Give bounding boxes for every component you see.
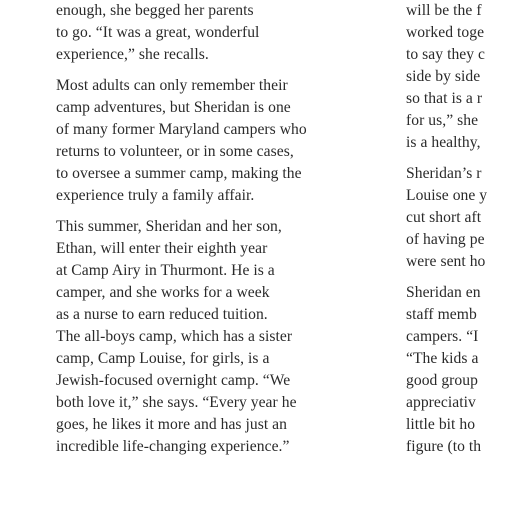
text-line: goes, he likes it more and has just an — [56, 416, 287, 433]
text-line: little bit ho — [406, 416, 476, 433]
text-line: will be the f — [406, 2, 482, 19]
text-line: Ethan, will enter their eighth year — [56, 240, 268, 257]
text-line: worked toge — [406, 24, 485, 41]
text-line: camp, Camp Louise, for girls, is a — [56, 350, 270, 367]
left-column — [56, 0, 388, 458]
text-line: were sent ho — [406, 253, 486, 270]
text-line: camp adventures, but Sheridan is one — [56, 99, 291, 116]
text-line: is a healthy, — [406, 134, 481, 151]
text-line: appreciativ — [406, 394, 476, 411]
text-line: of many former Maryland campers who — [56, 121, 307, 138]
text-line: at Camp Airy in Thurmont. He is a — [56, 262, 275, 279]
right-column — [406, 0, 512, 458]
paragraph-intro-end — [56, 0, 388, 66]
paragraph-right-1 — [406, 0, 512, 154]
text-line: experience,” she recalls. — [56, 46, 209, 63]
text-line: This summer, Sheridan and her son, — [56, 218, 282, 235]
text-line: enough, she begged her parents — [56, 2, 254, 19]
text-line: to say they c — [406, 46, 486, 63]
text-line: good group — [406, 372, 478, 389]
text-line: Sheridan en — [406, 284, 481, 301]
text-line: side by side — [406, 68, 481, 85]
text-line: camper, and she works for a week — [56, 284, 270, 301]
paragraph-right-2 — [406, 163, 512, 273]
text-line: staff memb — [406, 306, 477, 323]
text-line: as a nurse to earn reduced tuition. — [56, 306, 268, 323]
text-line: cut short aft — [406, 209, 482, 226]
text-line: campers. “I — [406, 328, 479, 345]
paragraph-former-campers — [56, 75, 388, 207]
text-line: “The kids a — [406, 350, 479, 367]
text-line: to go. “It was a great, wonderful — [56, 24, 260, 41]
text-line: incredible life-changing experience.” — [56, 438, 290, 455]
text-line: figure (to th — [406, 438, 482, 455]
text-line: both love it,” she says. “Every year he — [56, 394, 297, 411]
text-line: for us,” she — [406, 112, 479, 129]
text-line: to oversee a summer camp, making the — [56, 165, 302, 182]
text-line: of having pe — [406, 231, 485, 248]
text-line: returns to volunteer, or in some cases, — [56, 143, 294, 160]
text-line: Jewish-focused overnight camp. “We — [56, 372, 291, 389]
text-line: experience truly a family affair. — [56, 187, 255, 204]
text-line: Sheridan’s r — [406, 165, 482, 182]
paragraph-camp-airy — [56, 216, 388, 458]
text-line: The all-boys camp, which has a sister — [56, 328, 293, 345]
paragraph-right-3 — [406, 282, 512, 458]
text-line: Louise one y — [406, 187, 488, 204]
text-line: so that is a r — [406, 90, 483, 107]
text-line: Most adults can only remember their — [56, 77, 288, 94]
